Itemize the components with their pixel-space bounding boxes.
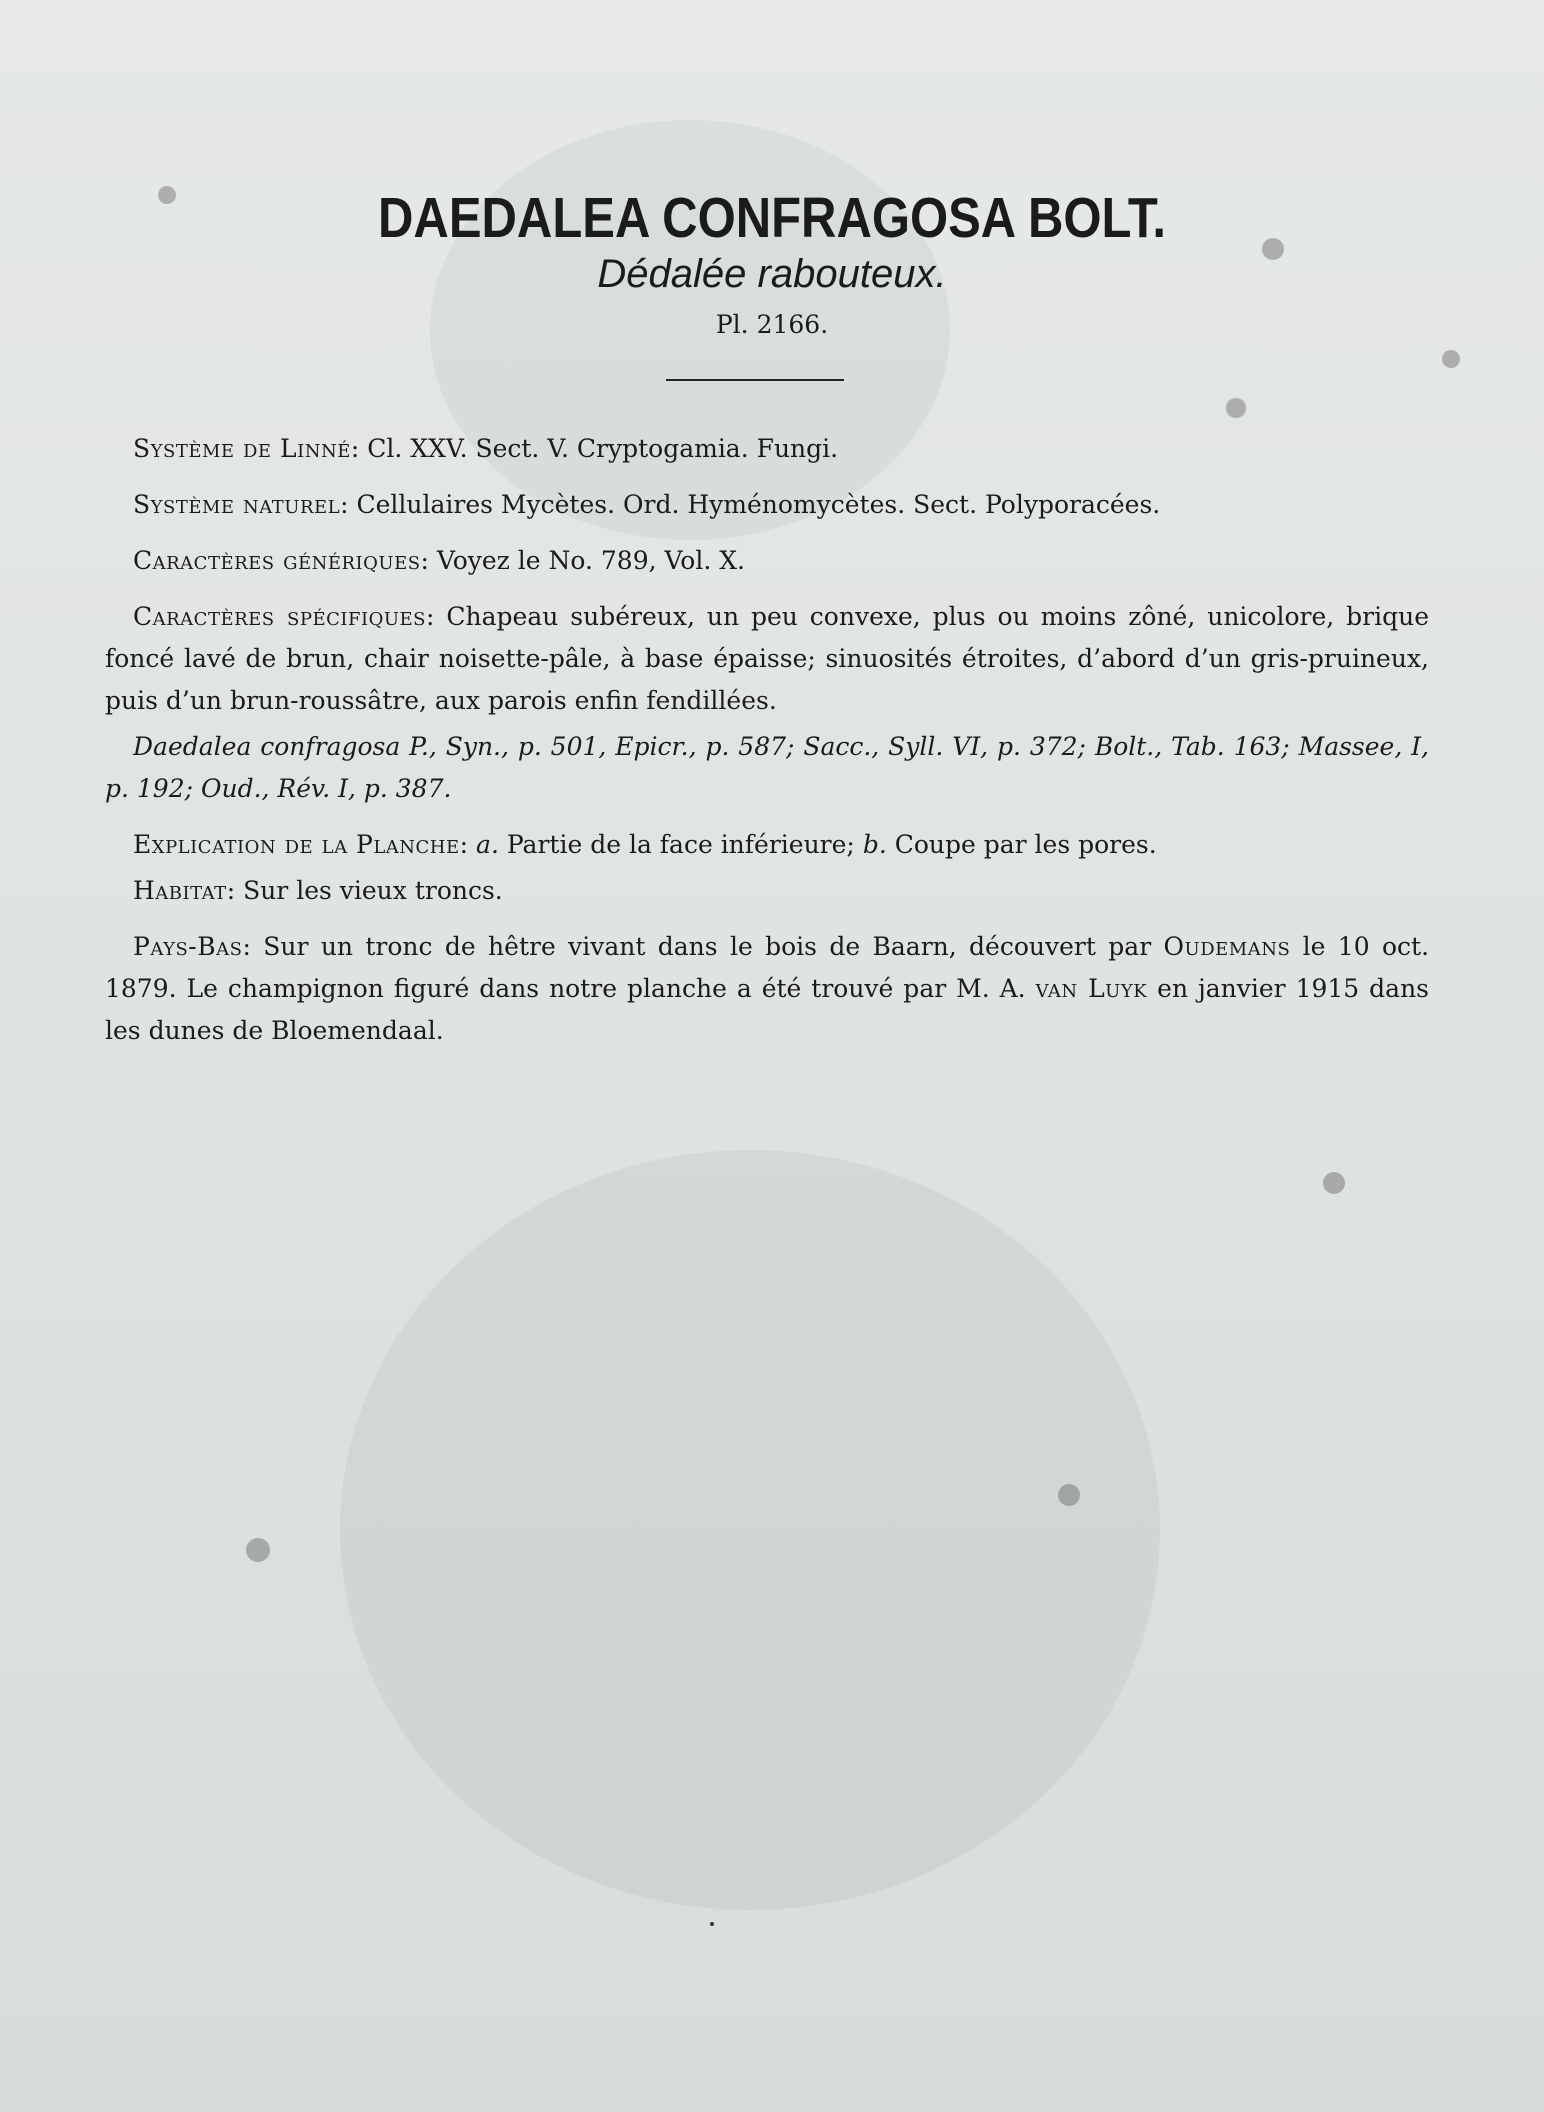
label-explication: Explication de la Planche [133, 830, 460, 859]
paper-spot [1323, 1172, 1345, 1194]
text-paysbas-2: le 10 oct. 1879. Le champignon figuré dans notre planche a été trouvé par M. A. [105, 932, 1430, 1003]
paragraph-habitat: Habitat: Sur les vieux troncs. [133, 876, 503, 905]
page-subtitle: Dédalée rabouteux. [597, 252, 947, 296]
label-specifiques: Caractères spécifiques [133, 602, 427, 631]
paragraph-explication: Explication de la Planche: a. Partie de la face inférieure; b. Coupe par les pores. [133, 830, 1157, 859]
marker-b: b. [862, 830, 887, 859]
title-rule [666, 379, 844, 381]
show-through-shadow [340, 1150, 1160, 1910]
paper-spot [1058, 1484, 1080, 1506]
paper-spot [1226, 398, 1246, 418]
paragraph-linne: Système de Linné: Cl. XXV. Sect. V. Cryptogamia. Fungi. [133, 434, 839, 463]
paper-spot [710, 1922, 714, 1926]
text-generiques: Voyez le No. 789, Vol. X. [436, 546, 745, 575]
paper-spot [1442, 350, 1460, 368]
paragraph-naturel: Système naturel: Cellulaires Mycètes. Ord. Hyménomycètes. Sect. Polyporacées. [133, 490, 1161, 519]
paragraph-references [105, 726, 1429, 810]
name-van-luyk: van Luyk [1035, 974, 1148, 1003]
label-linne: Système de Linné [133, 434, 351, 463]
text-paysbas-1: Sur un tronc de hêtre vivant dans le bois de Baarn, découvert par [263, 932, 1152, 961]
page-title: DAEDALEA CONFRAGOSA BOLT. [378, 186, 1166, 250]
paragraph-generiques: Caractères génériques: Voyez le No. 789, Vol. X. [133, 546, 745, 575]
label-naturel: Système naturel [133, 490, 341, 519]
label-generiques: Caractères génériques [133, 546, 421, 575]
plate-number: Pl. 2166. [715, 310, 829, 339]
text-linne: Cl. XXV. Sect. V. Cryptogamia. Fungi. [367, 434, 839, 463]
text-explication-a: Partie de la face inférieure; [506, 830, 855, 859]
paragraph-specifiques: Caractères spécifiques: Chapeau subéreux, un peu convexe, plus ou moins zôné, unicolore, brique foncé lavé de brun, chair noisette-pâle, à base épaisse; sinuosités étroites, d’abord d’un gris-pruineux, puis d’un brun-roussâtre, aux parois enfin fendillées. [105, 602, 1430, 715]
label-paysbas: Pays-Bas [133, 932, 243, 961]
text-explication-b: Coupe par les pores. [894, 830, 1157, 859]
text-specifiques: Chapeau subéreux, un peu convexe, plus ou moins zôné, unicolore, brique foncé lavé de brun, chair noisette-pâle, à base épaisse; sinuosités étroites, d’abord d’un gris-pruineux, puis d’un brun-roussâtre, aux parois enfin fendillées. [105, 602, 1430, 715]
text-references: Daedalea confragosa P., Syn., p. 501, Epicr., p. 587; Sacc., Syll. VI, p. 372; Bolt., Tab. 163; Massee, I, p. 192; Oud., Rév. I, p. 387. [105, 732, 1429, 803]
text-habitat: Sur les vieux troncs. [243, 876, 503, 905]
marker-a: a. [476, 830, 499, 859]
label-habitat: Habitat [133, 876, 227, 905]
text-paysbas-3: en janvier 1915 dans les dunes de Bloemendaal. [105, 974, 1430, 1045]
description-body [105, 428, 1429, 1066]
text-naturel: Cellulaires Mycètes. Ord. Hyménomycètes. Sect. Polyporacées. [356, 490, 1161, 519]
paragraph-paysbas: Pays-Bas: Sur un tronc de hêtre vivant dans le bois de Baarn, découvert par Oudemans le 10 oct. 1879. Le champignon figuré dans notre planche a été trouvé par M. A. van Luyk en janvier 1915 dans les dunes de Bloemendaal. [105, 932, 1430, 1045]
paper-spot [246, 1538, 270, 1562]
name-oudemans: Oudemans [1163, 932, 1291, 961]
